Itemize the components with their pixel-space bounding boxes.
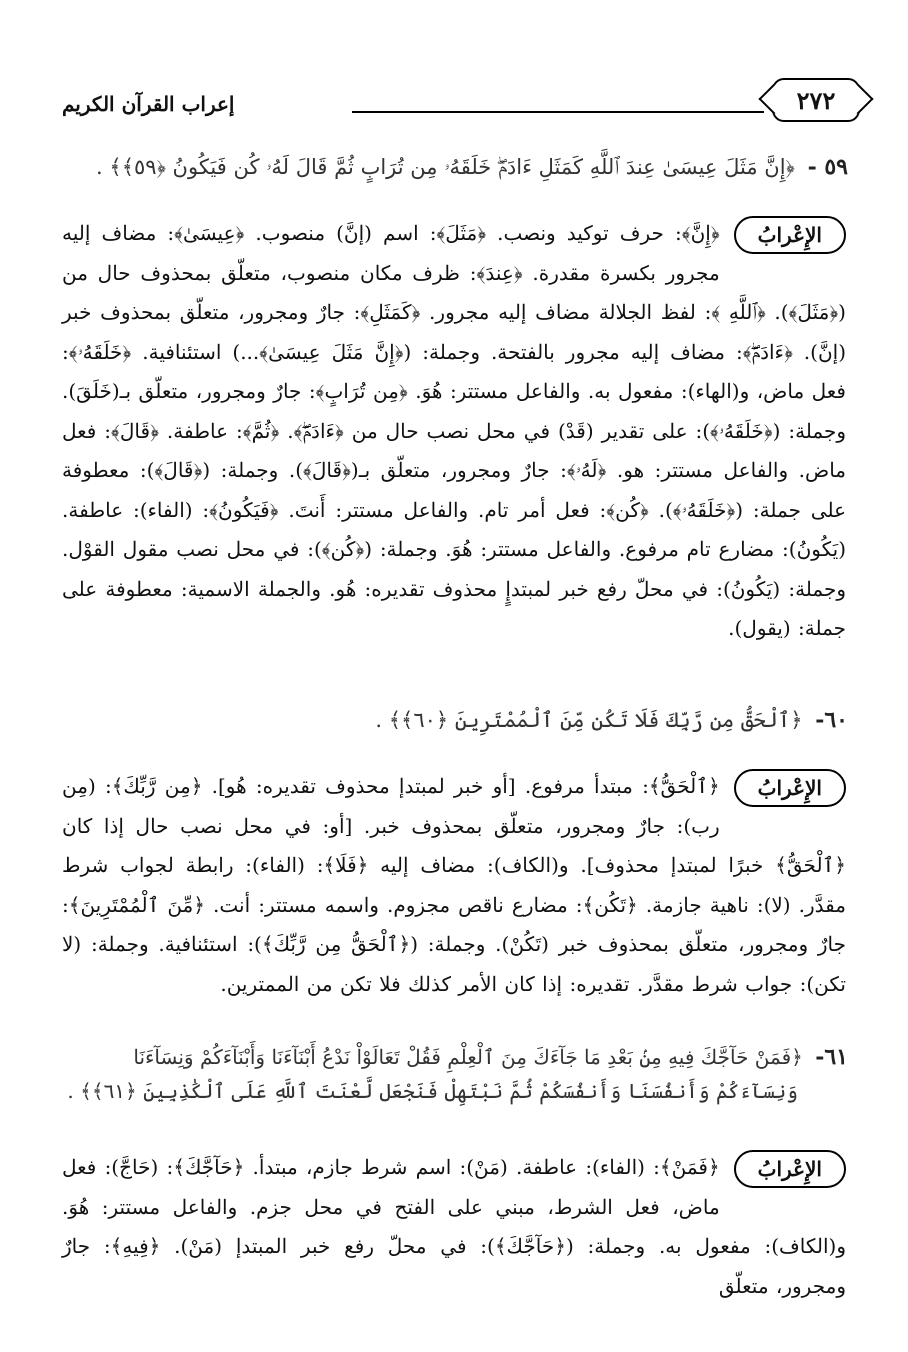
page-header <box>40 72 868 128</box>
header-rule <box>352 111 764 113</box>
iraab-59-text: ﴿إِنَّ﴾: حرف توكيد ونصب. ﴿مَثَلَ﴾: اسم (إنَّ) منصوب. ﴿عِيسَىٰ﴾: مضاف إليه مجرور بكسرة مقدرة. ﴿عِندَ﴾: ظرف مكان منصوب، متعلّق بمحذوف حال من (﴿مَثَلَ﴾). ﴿ٱللَّهِ ﴾: لفظ الجلالة مضاف إليه مجرور. ﴿كَمَثَلِ﴾: جارٌ ومجرور، متعلّق بمحذوف خبر (إنَّ). ﴿ءَادَمَۖ﴾: مضاف إليه مجرور بالفتحة. وجملة: (﴿إِنَّ مَثَلَ عِيسَىٰ﴾...) استئنافية. ﴿خَلَقَهُۥ﴾: فعل ماض، و(الهاء): مفعول به. والفاعل مستتر: هُوَ. ﴿مِن تُرَابٍ﴾: جارٌ ومجرور، متعلّق بـ(خَلَقَ). وجملة: (﴿خَلَقَهُۥ﴾): على تقدير (قَدْ) في محل نصب حال من ﴿ءَادَمَۖ﴾. ﴿ثُمَّ﴾: عاطفة. ﴿قَالَ﴾: فعل ماض. والفاعل مستتر: هو. ﴿لَهُۥ﴾: جارٌ ومجرور، متعلّق بـ(﴿قَالَ﴾). وجملة: (﴿قَالَ﴾): معطوفة على جملة: (﴿خَلَقَهُۥ﴾). ﴿كُن﴾: فعل أمر تام. والفاعل مستتر: أَنتَ. ﴿فَيَكُونُ﴾: (الفاء): عاطفة. (يَكُونُ): مضارع تام مرفوع. والفاعل مستتر: هُوَ. وجملة: (﴿كُن﴾): في محل نصب مقول القوْل. وجملة: (يَكُونُ): في محلّ رفع خبر لمبتدإٍ محذوف تقديره: هُو. والجملة الاسمية: معطوفة على جملة: (يقول). <box>62 221 847 640</box>
verse-text: ﴿إِنَّ مَثَلَ عِيسَىٰ عِندَ ٱللَّهِ كَمَثَلِ ءَادَمَۖ خَلَقَهُۥ مِن تُرَابٍ ثُمَّ قَالَ لَهُۥ كُن فَيَكُونُ ﴿٥٩﴾﴾ . <box>96 155 795 179</box>
verse-61 <box>67 1040 848 1108</box>
book-title: إعراب القرآن الكريم <box>62 92 235 116</box>
verse-60 <box>375 703 848 737</box>
verse-text-line-1: ﴿فَمَنْ حَآجَّكَ فِيهِ مِنۢ بَعْدِ مَا جَآءَكَ مِنَ ٱلْعِلْمِ فَقُلْ تَعَالَوْاْ نَدْعُ أَبْنَآءَنَا وَأَبْنَآءَكُمْ وَنِسَآءَنَا <box>133 1045 803 1069</box>
verse-number: ٥٩ - <box>807 154 848 180</box>
iraab-label: الإِعْرابُ <box>734 769 846 807</box>
verse-text: ﴿ٱلْحَقُّ مِن رَّبِّكَ فَلَا تَكُن مِّنَ ٱلْمُمْتَرِينَ ﴿٦٠﴾﴾ . <box>375 708 803 732</box>
verse-number: ٦١- <box>815 1044 848 1070</box>
iraab-label: الإِعْرابُ <box>734 1150 846 1188</box>
verse-59 <box>96 150 848 184</box>
page-number: ٢٧٢ <box>772 78 860 122</box>
verse-text-line-2: وَنِسَآءَكُمْ وَأَنفُسَنَا وَأَنفُسَكُمْ ثُمَّ نَبْتَهِلْ فَنَجْعَل لَّعْنَتَ ٱللَّهِ عَلَى ٱلْكَٰذِبِينَ ﴿٦١﴾﴾ . <box>67 1079 798 1103</box>
iraab-label: الإِعْرابُ <box>734 216 846 254</box>
iraab-61-block <box>62 1148 846 1306</box>
iraab-60-text: ﴿ٱلْحَقُّ﴾: مبتدأ مرفوع. [أو خبر لمبتدإ محذوف تقديره: هُو]. ﴿مِن رَّبِّكَ﴾: (مِن رب): جارٌ ومجرور، متعلّق بمحذوف خبر. [أو: في محل نصب حال إذا كان ﴿ٱلْحَقُّ﴾ خبرًا لمبتدإ محذوف]. و(الكاف): مضاف إليه ﴿فَلَا﴾: (الفاء): رابطة لجواب شرط مقدَّر. (لا): ناهية جازمة. ﴿تَكُن﴾: مضارع ناقص مجزوم. واسمه مستتر: أنت. ﴿مِّنَ ٱلْمُمْتَرِينَ﴾: جارٌ ومجرور، متعلّق بمحذوف خبر (تَكُنْ). وجملة: (﴿ٱلْحَقُّ مِن رَّبِّكَ﴾): استئنافية. وجملة: (لا تكن): جواب شرط مقدَّر. تقديره: إذا كان الأمر كذلك فلا تكن من الممترين. <box>62 774 846 996</box>
verse-number: ٦٠- <box>815 707 848 733</box>
iraab-60-block <box>62 767 846 1004</box>
iraab-59-block <box>62 214 846 649</box>
iraab-61-text: ﴿فَمَنْ﴾: (الفاء): عاطفة. (مَنْ): اسم شرط جازم، مبتدأ. ﴿حَآجَّكَ﴾: (حَاجَّ): فعل ماض، فعل الشرط، مبني على الفتح في محل جزم. والفاعل مستتر: هُوَ. و(الكاف): مفعول به. وجملة: (﴿حَآجَّكَ﴾): في محلّ رفع خبر المبتدإ (مَنْ). ﴿فِيهِ﴾: جارٌ ومجرور، متعلّق <box>62 1155 846 1298</box>
